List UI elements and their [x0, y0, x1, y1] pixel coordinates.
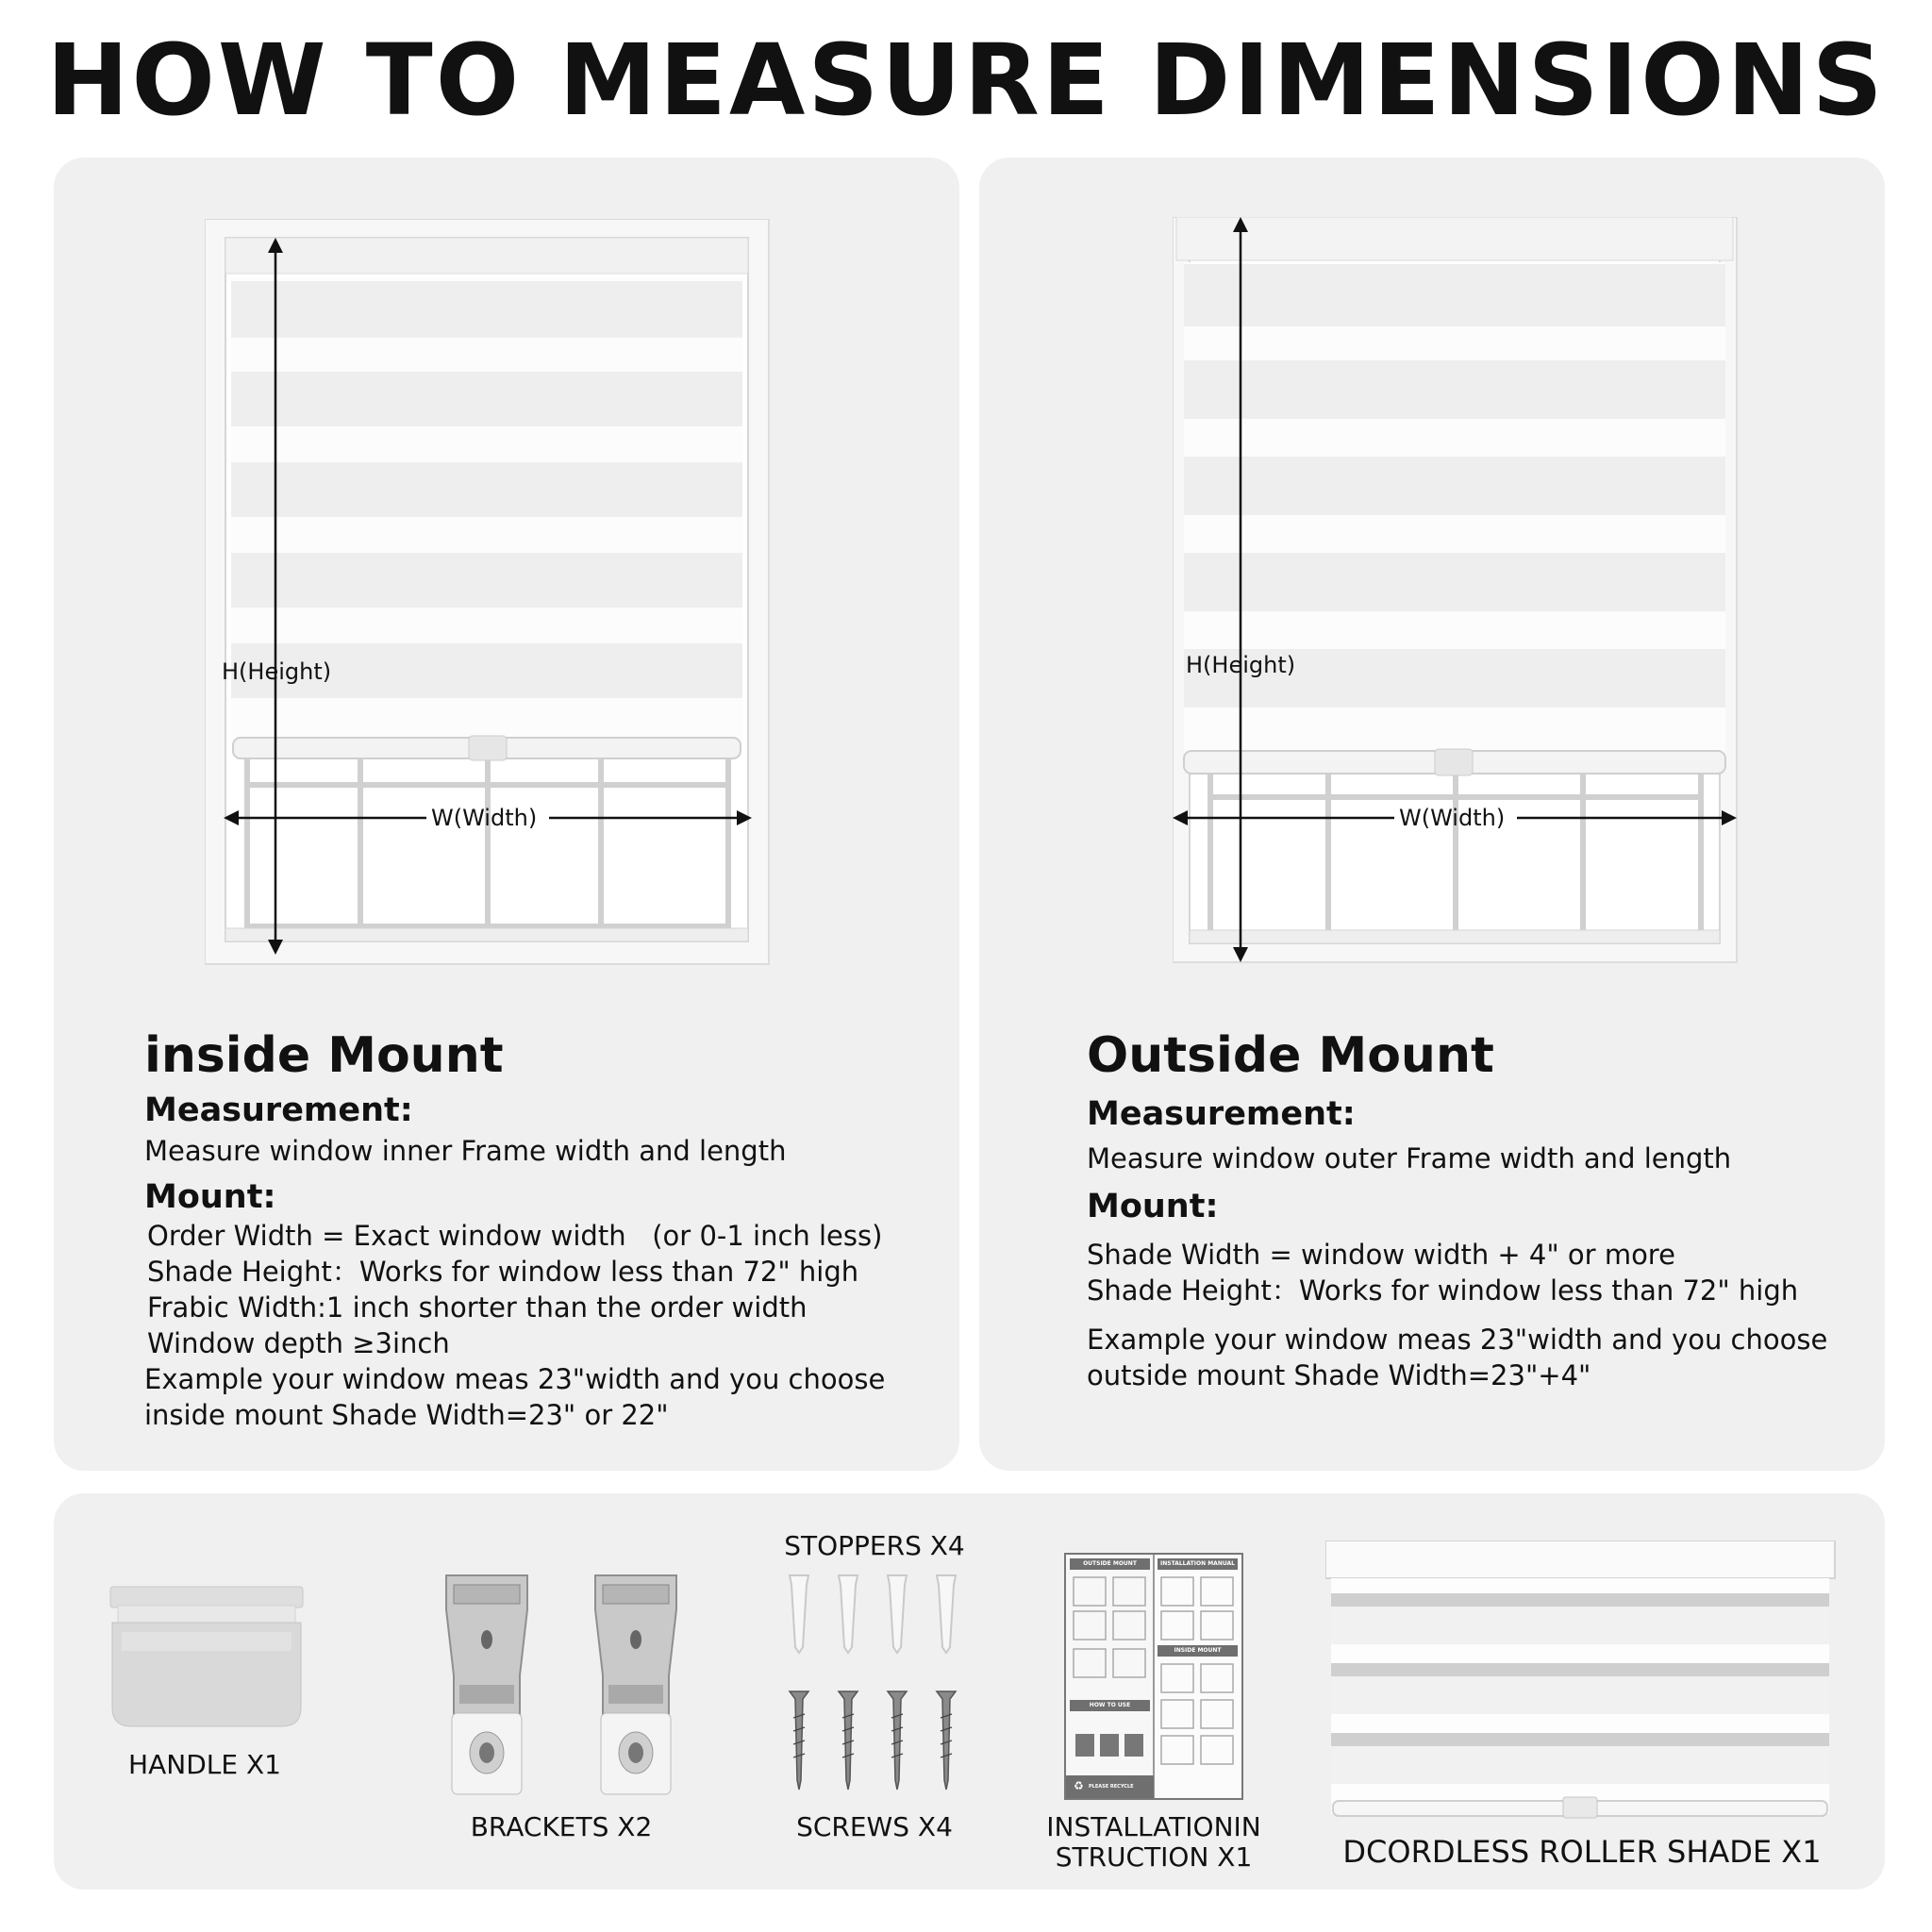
instruction-label-line1: INSTALLATIONIN	[1046, 1811, 1261, 1842]
outside-mount-text	[1087, 1025, 1860, 1393]
bracket-image	[590, 1572, 682, 1798]
accessories-card	[54, 1493, 1885, 1890]
outside-measurement-title: Measurement:	[1087, 1095, 1356, 1133]
instruction-manual-image	[1064, 1553, 1243, 1800]
handle-label: HANDLE X1	[128, 1749, 281, 1780]
outside-shade-stripes	[1184, 262, 1725, 772]
inside-mount-line: Order Width = Exact window width (or 0-1 inch less)	[147, 1220, 883, 1252]
roller-shade-image	[1325, 1541, 1840, 1828]
inside-mount-line: Window depth ≥3inch	[147, 1327, 450, 1359]
inside-rail-handle	[469, 736, 507, 760]
manual-recycle-text: PLEASE RECYCLE	[1089, 1784, 1134, 1790]
outside-rail-handle	[1435, 749, 1473, 775]
screws-image	[782, 1690, 971, 1793]
outside-mount-heading: Outside Mount	[1087, 1027, 1494, 1084]
roller-shade-label: DCORDLESS ROLLER SHADE X1	[1342, 1834, 1822, 1870]
outside-mount-title: Mount:	[1087, 1188, 1219, 1225]
instruction-label-line2: STRUCTION X1	[1055, 1841, 1253, 1873]
inside-mount-window-illustration	[205, 219, 771, 974]
inside-mount-line: Shade Height：Works for window less than 72" high	[147, 1256, 859, 1288]
outside-height-label: H(Height)	[1186, 652, 1296, 678]
manual-inside-mount-text: INSIDE MOUNT	[1174, 1647, 1222, 1654]
inside-mount-line: Example your window meas 23"width and you choose	[144, 1363, 886, 1395]
outside-measurement-text: Measure window outer Frame width and length	[1087, 1142, 1732, 1174]
outside-mount-line: Shade Height：Works for window less than 72" high	[1087, 1274, 1799, 1307]
manual-how-to-use-text: HOW TO USE	[1089, 1702, 1131, 1708]
inside-mount-line: inside mount Shade Width=23" or 22"	[144, 1399, 669, 1431]
outside-example-line: outside mount Shade Width=23"+4"	[1087, 1359, 1591, 1391]
inside-mount-card	[54, 158, 959, 1471]
stoppers-image	[782, 1572, 971, 1657]
inside-measurement-title: Measurement:	[144, 1091, 413, 1129]
outside-example-line: Example your window meas 23"width and you choose	[1087, 1324, 1828, 1356]
outside-width-label: W(Width)	[1399, 805, 1506, 831]
inside-width-label: W(Width)	[431, 805, 538, 831]
inside-height-label: H(Height)	[222, 658, 332, 685]
inside-mount-text	[144, 1025, 937, 1433]
inside-measurement-text: Measure window inner Frame width and length	[144, 1135, 787, 1167]
screws-label: SCREWS X4	[796, 1811, 953, 1842]
outside-mount-card	[979, 158, 1885, 1471]
page-title: HOW TO MEASURE DIMENSIONS	[46, 23, 1886, 138]
handle-image	[108, 1585, 305, 1736]
recycle-icon: ♻	[1074, 1779, 1084, 1792]
outside-mount-window-illustration	[1173, 217, 1739, 972]
inside-mount-heading: inside Mount	[144, 1027, 504, 1084]
manual-installation-text: INSTALLATION MANUAL	[1160, 1560, 1235, 1567]
outside-mount-line: Shade Width = window width + 4" or more	[1087, 1239, 1675, 1271]
manual-outside-mount-text: OUTSIDE MOUNT	[1083, 1560, 1137, 1567]
inside-mount-title: Mount:	[144, 1178, 276, 1216]
bracket-image	[441, 1572, 533, 1798]
brackets-label: BRACKETS X2	[470, 1811, 653, 1842]
inside-mount-line: Frabic Width:1 inch shorter than the order width	[147, 1291, 808, 1324]
stoppers-label: STOPPERS X4	[784, 1530, 965, 1561]
